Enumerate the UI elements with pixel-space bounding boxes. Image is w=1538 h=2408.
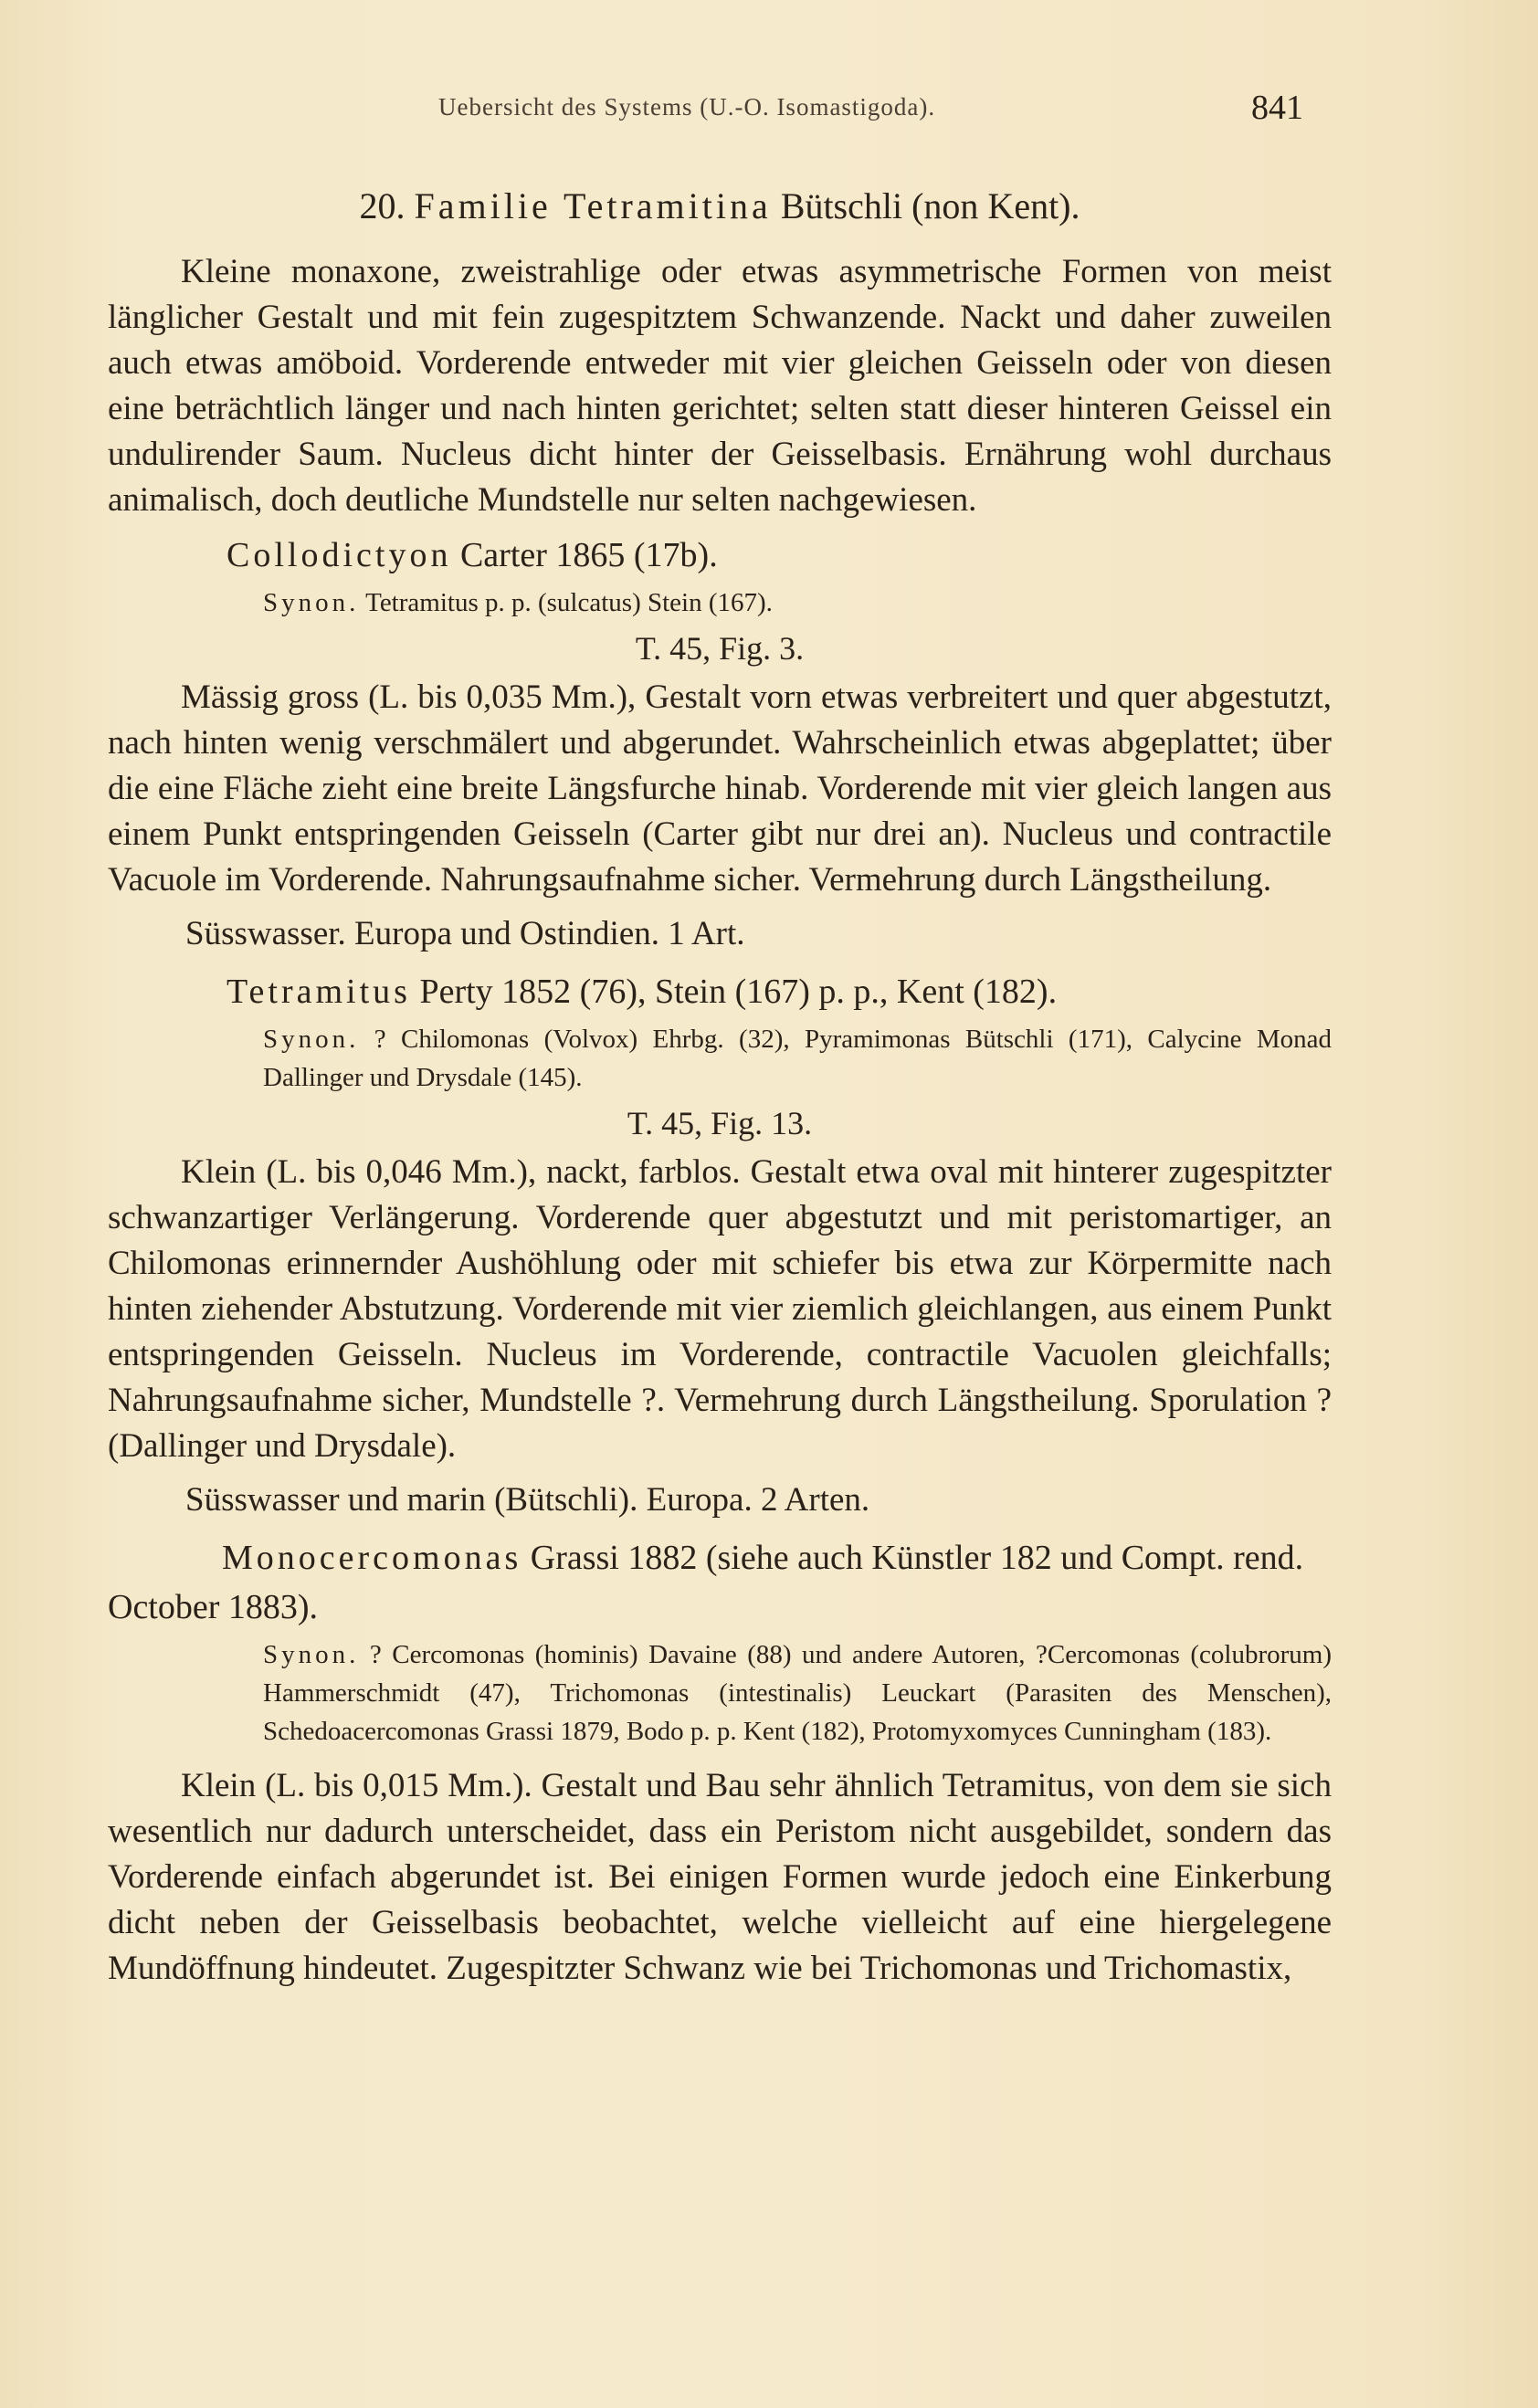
- synon-label: Synon.: [263, 588, 360, 617]
- synon-label: Synon.: [263, 1025, 360, 1054]
- description-collodictyon: Mässig gross (L. bis 0,035 Mm.), Gestalt vorn etwas verbreitert und quer abgestutzt, nach hinten wenig verschmälert und abgerundet. Wahrscheinlich etwas abgeplattet; über die eine Fläche zieht eine breite Längsfurche hinab. Vorderende mit vier gleich langen aus einem Punkt entspringenden Geisseln (Carter gibt nur drei an). Nucleus und contractile Vacuole im Vorderende. Nahrungsaufnahme sicher. Vermehrung durch Längstheilung.: [108, 678, 1332, 899]
- genus-heading-monocercomonas: [108, 1533, 1332, 1632]
- page-content: [108, 174, 1332, 1992]
- family-author: Bütschli (non Kent).: [780, 185, 1080, 226]
- synonymy-collodictyon: [108, 584, 1332, 622]
- genus-name: Monocercomonas: [222, 1539, 522, 1577]
- genus-citation: Perty 1852 (76), Stein (167) p. p., Kent (182).: [419, 973, 1058, 1011]
- habitat-collodictyon: Süsswasser. Europa und Ostindien. 1 Art.: [185, 915, 745, 952]
- synon-text: ? Cercomonas (hominis) Davaine (88) und andere Autoren, ?Cercomonas (colubrorum) Hammerschmidt (47), Trichomonas (intestinalis) Leuckart (Parasiten des Menschen), Schedoacercomonas Grassi 1879, Bodo p. p. Kent (182), Protomyxomyces Cunningham (183).: [263, 1640, 1333, 1746]
- habitat-tetramitus: Süsswasser und marin (Bütschli). Europa. 2 Arten.: [185, 1481, 870, 1519]
- family-description: Kleine monaxone, zweistrahlige oder etwas asymmetrische Formen von meist länglicher Gestalt und mit fein zugespitztem Schwanzende. Nackt und daher zuweilen auch etwas amöboid. Vorderende entweder mit vier gleichen Geisseln oder von diesen eine beträchtlich länger und nach hinten gerichtet; selten statt dieser hinteren Geissel ein undulirender Saum. Nucleus dicht hinter der Geisselbasis. Ernährung wohl durchaus animalisch, doch deutliche Mundstelle nur selten nachgewiesen.: [108, 253, 1332, 519]
- family-name: Familie Tetramitina: [414, 185, 772, 226]
- plate-reference-collodictyon: T. 45, Fig. 3.: [635, 630, 805, 667]
- genus-heading-tetramitus: [108, 967, 1332, 1016]
- genus-citation: Carter 1865 (17b).: [459, 536, 718, 574]
- synon-text: ? Chilomonas (Volvox) Ehrbg. (32), Pyramimonas Bütschli (171), Calycine Monad Dallinger und Drysdale (145).: [263, 1025, 1332, 1092]
- plate-reference-tetramitus: T. 45, Fig. 13.: [627, 1105, 813, 1141]
- page-header: [0, 88, 1538, 142]
- genus-name: Tetramitus: [226, 973, 411, 1011]
- synonymy-monocercomonas: [108, 1635, 1332, 1751]
- synon-label: Synon.: [263, 1640, 360, 1669]
- synonymy-tetramitus: [108, 1020, 1332, 1097]
- family-number: 20.: [359, 185, 406, 226]
- description-monocercomonas: Klein (L. bis 0,015 Mm.). Gestalt und Bau sehr ähnlich Tetramitus, von dem sie sich wesentlich nur dadurch unterscheidet, dass ein Peristom nicht ausgebildet, sondern das Vorderende einfach abgerundet ist. Bei einigen Formen wurde jedoch eine Einkerbung dicht neben der Geisselbasis beobachtet, welche vielleicht auf eine hiergelegene Mundöffnung hindeutet. Zugespitzter Schwanz wie bei Trichomonas und Trichomastix,: [108, 1767, 1332, 1987]
- synon-text: Tetramitus p. p. (sulcatus) Stein (167).: [365, 588, 773, 617]
- running-title: Uebersicht des Systems (U.-O. Isomastigoda).: [438, 93, 936, 121]
- description-tetramitus: Klein (L. bis 0,046 Mm.), nackt, farblos. Gestalt etwa oval mit hinterer zugespitzter schwanzartiger Verlängerung. Vorderende quer abgestutzt und mit peristomartiger, an Chilomonas erinnernder Aushöhlung oder mit schiefer bis etwa zur Körpermitte nach hinten ziehender Abstutzung. Vorderende mit vier ziemlich gleichlangen, aus einem Punkt entspringenden Geisseln. Nucleus im Vorderende, contractile Vacuolen gleichfalls; Nahrungsaufnahme sicher, Mundstelle ?. Vermehrung durch Längstheilung. Sporulation ? (Dallinger und Drysdale).: [108, 1153, 1332, 1465]
- genus-name: Collodictyon: [226, 536, 452, 574]
- genus-citation: Grassi 1882 (siehe auch Künstler 182 und Compt. rend. October 1883).: [108, 1539, 1304, 1626]
- family-heading: [108, 184, 1332, 227]
- page-number: 841: [1251, 89, 1303, 127]
- genus-heading-collodictyon: [108, 531, 1332, 580]
